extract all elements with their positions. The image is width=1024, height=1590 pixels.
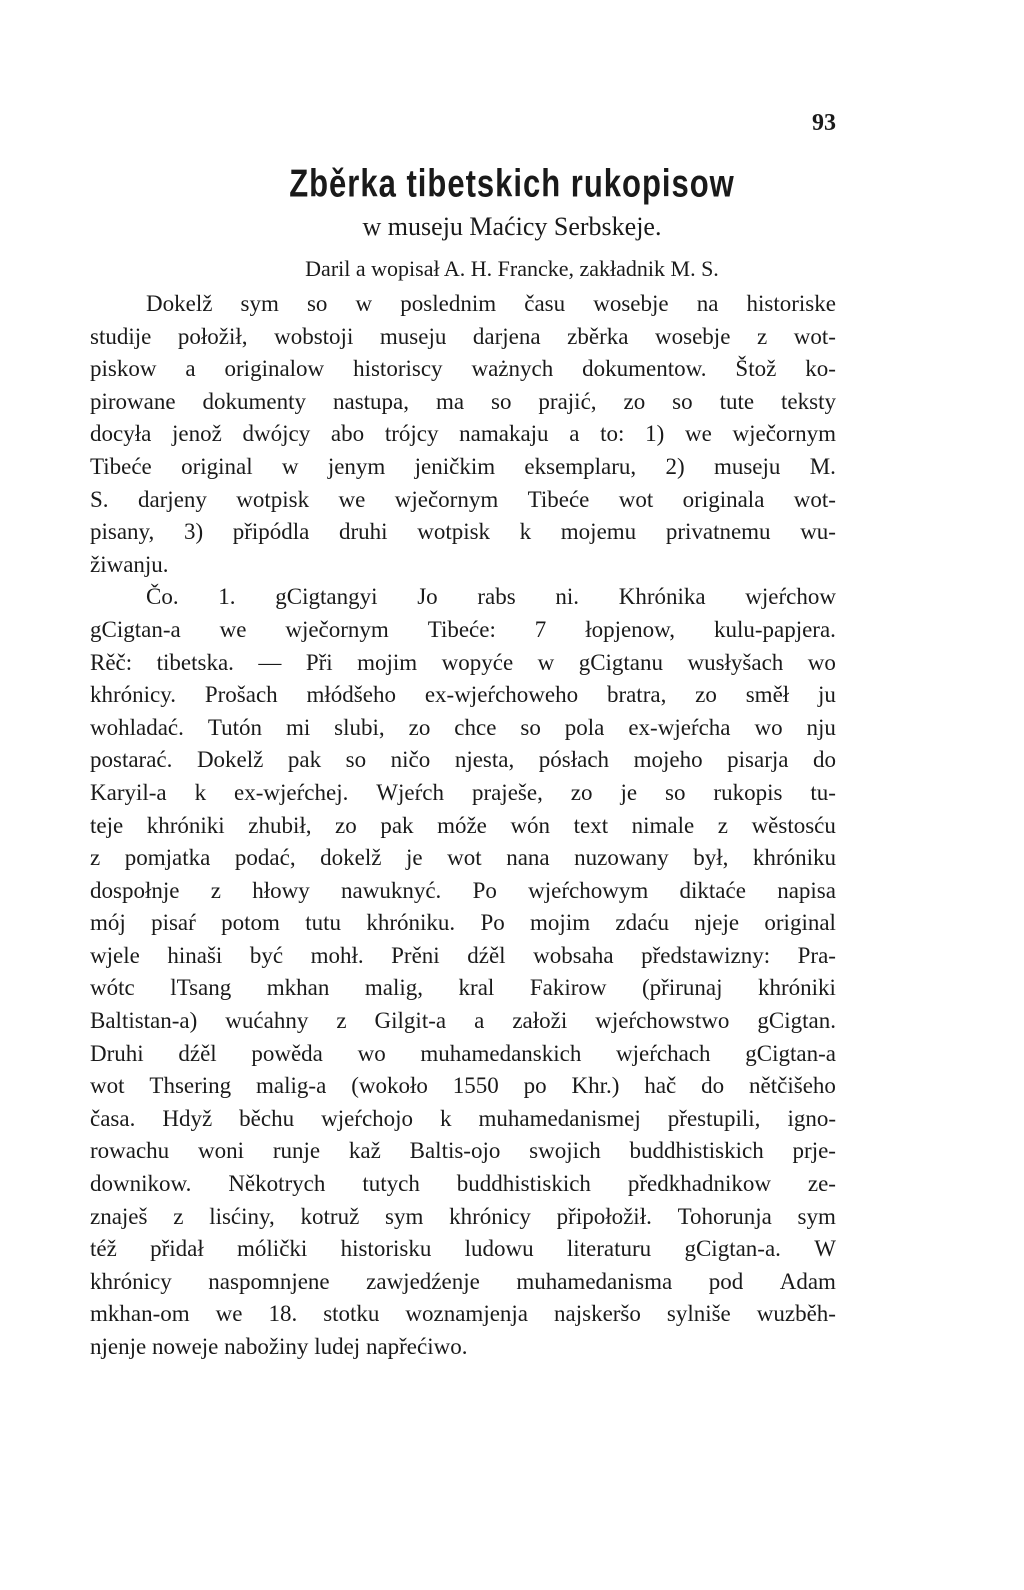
body-line: gCigtan-a we wječornym Tibeće: 7 łopjenow, kulu-papjera. (90, 616, 836, 642)
body-line: wohladać. Tutón mi slubi, zo chce so pola ex-wjeŕcha wo nju (90, 714, 836, 740)
body-line: rowachu woni runje kaž Baltis-ojo swojich buddhistiskich prje- (90, 1138, 836, 1164)
body-text (90, 288, 836, 1364)
body-line: časa. Hdyž běchu wjeŕchojo k muhamedanismej přestupili, igno- (90, 1105, 836, 1131)
body-line: wótc lTsang mkhan malig, kral Fakirow (přirunaj khróniki (90, 975, 836, 1001)
body-line: Baltistan-a) wućahny z Gilgit-a a załoži wjeŕchowstwo gCigtan. (90, 1008, 836, 1034)
body-line: khrónicy. Prošach młódšeho ex-wjeŕchoweho bratra, zo směł ju (90, 682, 836, 708)
body-line: též přidał mólički historisku ludowu literaturu gCigtan-a. W (90, 1236, 836, 1262)
body-line: wot Thsering malig-a (wokoło 1550 po Khr.) hač do nětčišeho (90, 1073, 836, 1099)
body-line: dospołnje z hłowy nawuknyć. Po wjeŕchowym diktaće napisa (90, 877, 836, 903)
article-title: Zběrka tibetskich rukopisow (289, 161, 735, 206)
body-line: pisany, 3) připódla druhi wotpisk k mojemu privatnemu wu- (90, 519, 836, 545)
body-line: S. darjeny wotpisk we wječornym Tibeće wot originala wot- (90, 486, 836, 512)
body-line: khrónicy naspomnjene zawjedźenje muhamedanisma pod Adam (90, 1268, 836, 1294)
body-line: mkhan-om we 18. stotku woznamjenja najskeršo sylniše wuzběh- (90, 1301, 836, 1327)
body-line: wjele hinaši być mohł. Prěni dźěl wobsaha předstawizny: Pra- (90, 942, 836, 968)
body-line: Dokelž sym so w poslednim času wosebje na historiske (146, 291, 836, 316)
body-line: Karyil-a k ex-wjeŕchej. Wjeŕch praješe, zo je so rukopis tu- (90, 779, 836, 805)
body-line: piskow a originalow historiscy ważnych dokumentow. Štož ko- (90, 356, 836, 382)
body-line: žiwanju. (90, 551, 169, 577)
body-line: pirowane dokumenty nastupa, ma so prajić, zo so tute teksty (90, 388, 836, 414)
body-line: mój pisaŕ potom tutu khróniku. Po mojim zdaću njeje original (90, 910, 836, 936)
body-line: Čo. 1. gCigtangyi Jo rabs ni. Khrónika wjeŕchow (146, 584, 836, 610)
body-line: downikow. Někotrych tutych buddhistiskich předkhadnikow ze- (90, 1171, 836, 1197)
body-line: Druhi dźěl powěda wo muhamedanskich wjeŕchach gCigtan-a (90, 1040, 836, 1066)
body-line: teje khróniki zhubił, zo pak móže wón text nimale z wěstosću (90, 812, 836, 838)
body-line: studije połožił, wobstoji museju darjena zběrka wosebje z wot- (90, 323, 836, 349)
body-line: znaješ z lisćiny, kotruž sym khrónicy připołožił. Tohorunja sym (90, 1203, 836, 1229)
body-line: docyła jenož dwójcy abo trójcy namakaju a to: 1) we wječornym (90, 421, 836, 447)
page-number: 93 (812, 110, 836, 136)
body-line: Rěč: tibetska. — Při mojim wopyće w gCigtanu wusłyšach wo (90, 649, 836, 675)
body-line: Tibeće original w jenym jeničkim eksemplaru, 2) museju M. (90, 453, 836, 479)
article-subtitle: w museju Maćicy Serbskeje. (362, 212, 662, 241)
body-line: njenje noweje nabožiny ludej napřećiwo. (90, 1334, 468, 1359)
byline: Daril a wopisał A. H. Francke, zakładnik M. S. (305, 256, 719, 281)
body-line: postarać. Dokelž pak so ničo njesta, pósłach mojeho pisarja do (90, 747, 836, 773)
body-line: z pomjatka podać, dokelž je wot nana nuzowany był, khróniku (90, 845, 836, 871)
